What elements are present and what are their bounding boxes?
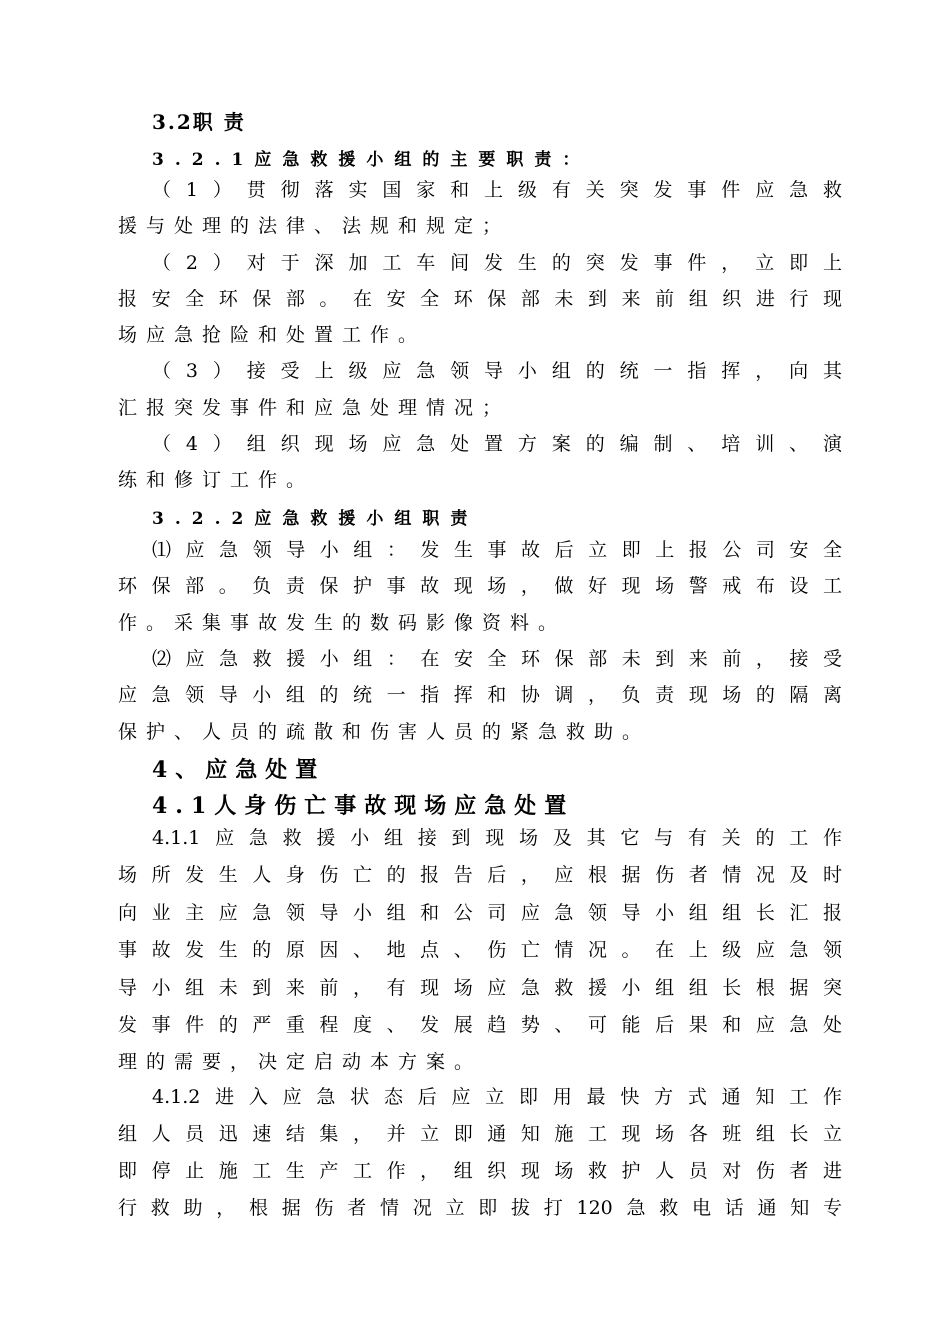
- paragraph-line: ⑴应急领导小组：发生事故后立即上报公司安全: [152, 539, 842, 561]
- paragraph-line: 导小组未到来前，有现场应急救援小组组长根据突: [118, 977, 842, 999]
- paragraph-line: ⑵应急救援小组：在安全环保部未到来前，接受: [152, 648, 842, 670]
- subsection-heading-3-2-1: 3.2.1应急救援小组的主要职责：: [152, 150, 591, 170]
- subsection-heading-3-2-2: 3.2.2应急救援小组职责: [152, 509, 479, 529]
- paragraph-line: 汇报突发事件和应急处理情况；: [118, 397, 511, 419]
- paragraph-line: 发事件的严重程度、发展趋势、可能后果和应急处: [118, 1014, 842, 1036]
- paragraph-line: 作。采集事故发生的数码影像资料。: [118, 612, 567, 634]
- paragraph-line: 行救助，根据伤者情况立即拔打120急救电话通知专: [118, 1197, 842, 1219]
- paragraph-line: 场应急抢险和处置工作。: [118, 324, 427, 346]
- paragraph-line: 环保部。负责保护事故现场，做好现场警戒布设工: [118, 575, 842, 597]
- paragraph-line: 4.1.2进入应急状态后应立即用最快方式通知工作: [152, 1086, 842, 1108]
- paragraph-line: 报安全环保部。在安全环保部未到来前组织进行现: [118, 288, 842, 310]
- paragraph-line: 场所发生人身伤亡的报告后，应根据伤者情况及时: [118, 864, 842, 886]
- paragraph-line: 4.1.1应急救援小组接到现场及其它与有关的工作: [152, 827, 842, 849]
- paragraph-line: （4）组织现场应急处置方案的编制、培训、演: [152, 433, 842, 455]
- subsection-heading-4-1: 4.1人身伤亡事故现场应急处置: [152, 793, 575, 819]
- paragraph-line: 组人员迅速结集，并立即通知施工现场各班组长立: [118, 1123, 842, 1145]
- paragraph-line: 应急领导小组的统一指挥和协调，负责现场的隔离: [118, 684, 842, 706]
- paragraph-line: 事故发生的原因、地点、伤亡情况。在上级应急领: [118, 939, 842, 961]
- paragraph-line: 援与处理的法律、法规和规定；: [118, 215, 511, 237]
- paragraph-line: 即停止施工生产工作，组织现场救护人员对伤者进: [118, 1160, 842, 1182]
- paragraph-line: （3）接受上级应急领导小组的统一指挥，向其: [152, 360, 842, 382]
- paragraph-line: 练和修订工作。: [118, 469, 315, 491]
- paragraph-line: 向业主应急领导小组和公司应急领导小组组长汇报: [118, 902, 842, 924]
- paragraph-line: （2）对于深加工车间发生的突发事件，立即上: [152, 252, 842, 274]
- paragraph-line: （1）贯彻落实国家和上级有关突发事件应急救: [152, 179, 842, 201]
- paragraph-line: 保护、人员的疏散和伤害人员的紧急救助。: [118, 721, 651, 743]
- paragraph-line: 理的需要，决定启动本方案。: [118, 1051, 483, 1073]
- section-heading-4: 4、应急处置: [152, 757, 326, 783]
- section-heading-3-2: 3.2职 责: [152, 110, 246, 134]
